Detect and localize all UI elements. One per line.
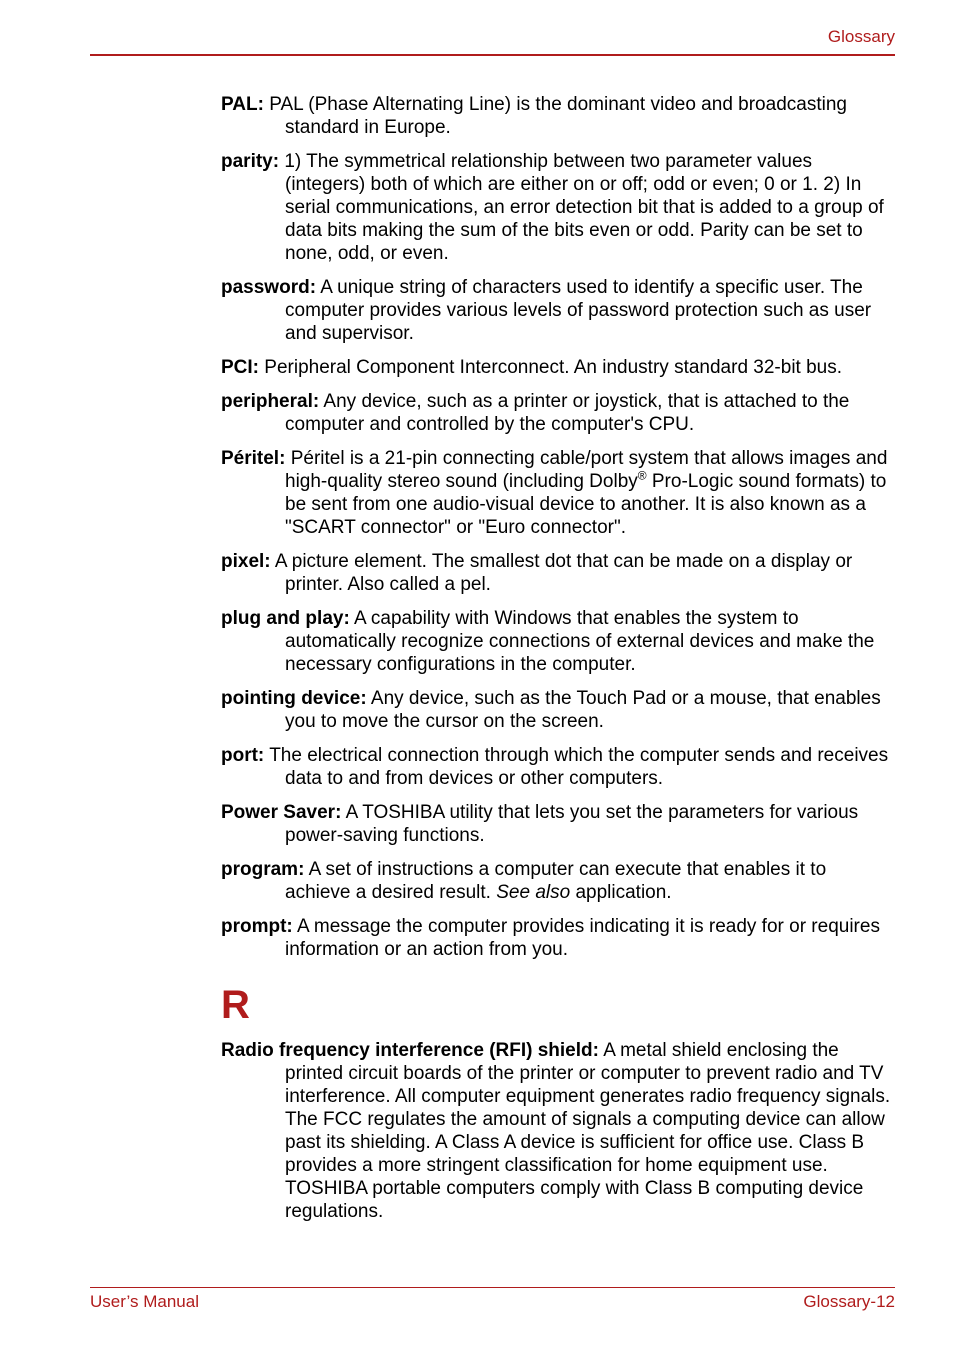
definition-program-part1: A set of instructions a computer can execute that enables it to achieve a desired result. — [285, 859, 827, 903]
definition-parity: 1) The symmetrical relationship between two parameter values (integers) both of which are either on or off; odd or even; 0 or 1. 2) In serial communications, an error detection bit that is added to a group of data bits making the sum of the bits even or odd. Parity can be set to none, odd, or even. — [279, 151, 884, 264]
see-also-label: See also — [496, 882, 571, 903]
glossary-entry-peripheral — [221, 390, 891, 436]
footer-rule — [90, 1287, 895, 1288]
definition-port: The electrical connection through which the computer sends and receives data to and from devices or other computers. — [264, 745, 889, 789]
definition-program-part2: application. — [570, 882, 672, 903]
term-port: port: — [221, 745, 265, 766]
definition-rfi-shield: A metal shield enclosing the printed circuit boards of the printer or computer to prevent radio and TV interference. All computer equipment generates radio frequency signals. The FCC regulates the amount of signals a computing device can allow past its shielding. A Class A device is sufficient for office use. Class B provides a more stringent classification for home equipment use. TOSHIBA portable computers comply with Class B computing device regulations. — [285, 1040, 891, 1222]
glossary-entry-plug-and-play — [221, 607, 891, 676]
term-pci: PCI: — [221, 357, 259, 378]
header-title: Glossary — [827, 27, 895, 46]
definition-peripheral: Any device, such as a printer or joystick, that is attached to the computer and controlled by the computer's CPU. — [285, 391, 850, 435]
definition-power-saver: A TOSHIBA utility that lets you set the parameters for various power-saving functions. — [285, 802, 859, 846]
term-prompt: prompt: — [221, 916, 293, 937]
glossary-entry-pci — [221, 356, 891, 379]
definition-pci: Peripheral Component Interconnect. An industry standard 32-bit bus. — [259, 357, 843, 378]
section-letter-r: R — [221, 983, 250, 1027]
footer-page-number: Glossary-12 — [803, 1292, 895, 1311]
glossary-entry-parity — [221, 150, 891, 265]
term-pal: PAL: — [221, 94, 264, 115]
term-plug-and-play: plug and play: — [221, 608, 350, 629]
glossary-entry-password — [221, 276, 891, 345]
glossary-entry-peritel — [221, 447, 891, 539]
definition-plug-and-play: A capability with Windows that enables the system to automatically recognize connections of external devices and make the necessary configurations in the computer. — [285, 608, 875, 675]
definition-pal: PAL (Phase Alternating Line) is the dominant video and broadcasting standard in Europe. — [263, 94, 847, 138]
term-password: password: — [221, 277, 317, 298]
glossary-content — [221, 93, 891, 1234]
term-pointing-device: pointing device: — [221, 688, 367, 709]
glossary-entry-pixel — [221, 550, 891, 596]
glossary-entry-pal — [221, 93, 891, 139]
term-rfi-shield: Radio frequency interference (RFI) shield: — [221, 1040, 599, 1061]
glossary-entry-pointing-device — [221, 687, 891, 733]
term-program: program: — [221, 859, 305, 880]
footer-manual-title: User’s Manual — [90, 1292, 199, 1311]
term-parity: parity: — [221, 151, 280, 172]
header-rule — [90, 54, 895, 56]
registered-mark: ® — [637, 468, 647, 483]
definition-password: A unique string of characters used to identify a specific user. The computer provides various levels of password protection such as user and supervisor. — [285, 277, 872, 344]
definition-pixel: A picture element. The smallest dot that can be made on a display or printer. Also called a pel. — [270, 551, 853, 595]
glossary-entry-power-saver — [221, 801, 891, 847]
glossary-entry-prompt — [221, 915, 891, 961]
definition-pointing-device: Any device, such as the Touch Pad or a mouse, that enables you to move the cursor on the screen. — [285, 688, 881, 732]
definition-prompt: A message the computer provides indicating it is ready for or requires information or an action from you. — [285, 916, 880, 960]
term-peripheral: peripheral: — [221, 391, 320, 412]
term-pixel: pixel: — [221, 551, 271, 572]
term-peritel: Péritel: — [221, 448, 286, 469]
glossary-entry-program — [221, 858, 891, 904]
glossary-entry-rfi-shield — [221, 1039, 891, 1223]
term-power-saver: Power Saver: — [221, 802, 342, 823]
definition-peritel-part1: Péritel is a 21-pin connecting cable/port system that allows images and high-quality stereo sound (including Dolby — [285, 448, 888, 492]
definition-peritel-part2: Pro-Logic sound formats) to be sent from one audio-visual device to another. It is also known as a "SCART connector" or "Euro connector". — [285, 471, 887, 538]
glossary-entry-port — [221, 744, 891, 790]
